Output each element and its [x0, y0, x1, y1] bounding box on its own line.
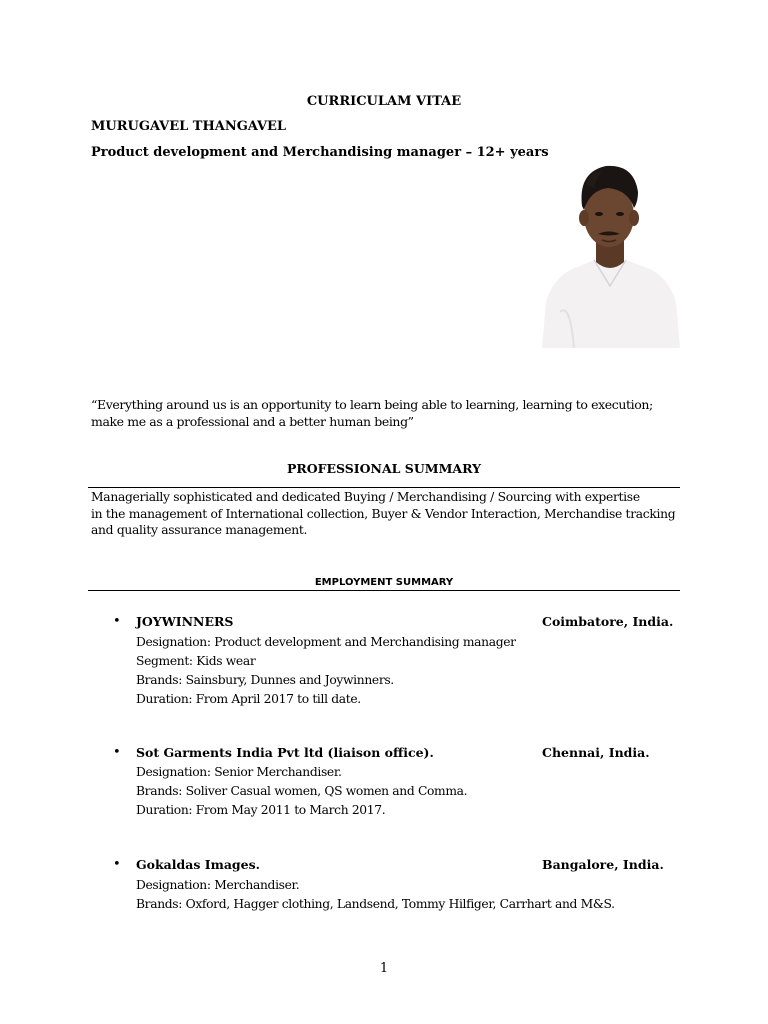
- profile-photo-image: [540, 162, 680, 348]
- candidate-name: MURUGAVEL THANGAVEL: [91, 119, 287, 134]
- job-detail: Designation: Senior Merchandiser.: [136, 765, 342, 779]
- document-title: CURRICULAM VITAE: [306, 94, 462, 109]
- candidate-role: Product development and Merchandising manager – 12+ years: [91, 145, 549, 160]
- job-detail: Brands: Oxford, Hagger clothing, Landsend, Tommy Hilfiger, Carrhart and M&S.: [136, 897, 615, 911]
- professional-summary-text: [91, 489, 681, 539]
- summary-line: and quality assurance management.: [91, 523, 308, 537]
- section-divider: [88, 487, 680, 488]
- section-divider: [88, 590, 680, 591]
- quote-line: “Everything around us is an opportunity to learn being able to learning, learning to execution;: [91, 397, 653, 412]
- professional-summary-heading: PROFESSIONAL SUMMARY: [286, 461, 482, 476]
- employment-summary-heading: EMPLOYMENT SUMMARY: [314, 577, 454, 588]
- summary-line: Managerially sophisticated and dedicated Buying / Merchandising / Sourcing with expertise: [91, 490, 640, 504]
- job-company: JOYWINNERS: [136, 614, 234, 629]
- job-detail: Segment: Kids wear: [136, 654, 256, 668]
- page-number: 1: [379, 961, 389, 976]
- job-detail: Brands: Soliver Casual women, QS women and Comma.: [136, 784, 468, 798]
- job-location: Coimbatore, India.: [542, 614, 674, 629]
- job-company: Sot Garments India Pvt ltd (liaison office).: [136, 745, 434, 760]
- job-detail: Designation: Merchandiser.: [136, 878, 300, 892]
- job-detail: Duration: From April 2017 to till date.: [136, 692, 361, 706]
- bullet-marker: •: [113, 745, 121, 760]
- quote-line: make me as a professional and a better human being”: [91, 414, 414, 429]
- job-location: Chennai, India.: [542, 745, 650, 760]
- job-location: Bangalore, India.: [542, 857, 664, 872]
- job-company: Gokaldas Images.: [136, 857, 261, 872]
- summary-line: in the management of International collection, Buyer & Vendor Interaction, Merchandise tracking: [91, 506, 676, 521]
- profile-photo: [540, 162, 680, 348]
- job-detail: Designation: Product development and Merchandising manager: [136, 635, 516, 649]
- personal-quote: [91, 396, 671, 430]
- job-detail: Brands: Sainsbury, Dunnes and Joywinners.: [136, 673, 394, 687]
- job-detail: Duration: From May 2011 to March 2017.: [136, 803, 386, 817]
- bullet-marker: •: [113, 614, 121, 629]
- bullet-marker: •: [113, 857, 121, 872]
